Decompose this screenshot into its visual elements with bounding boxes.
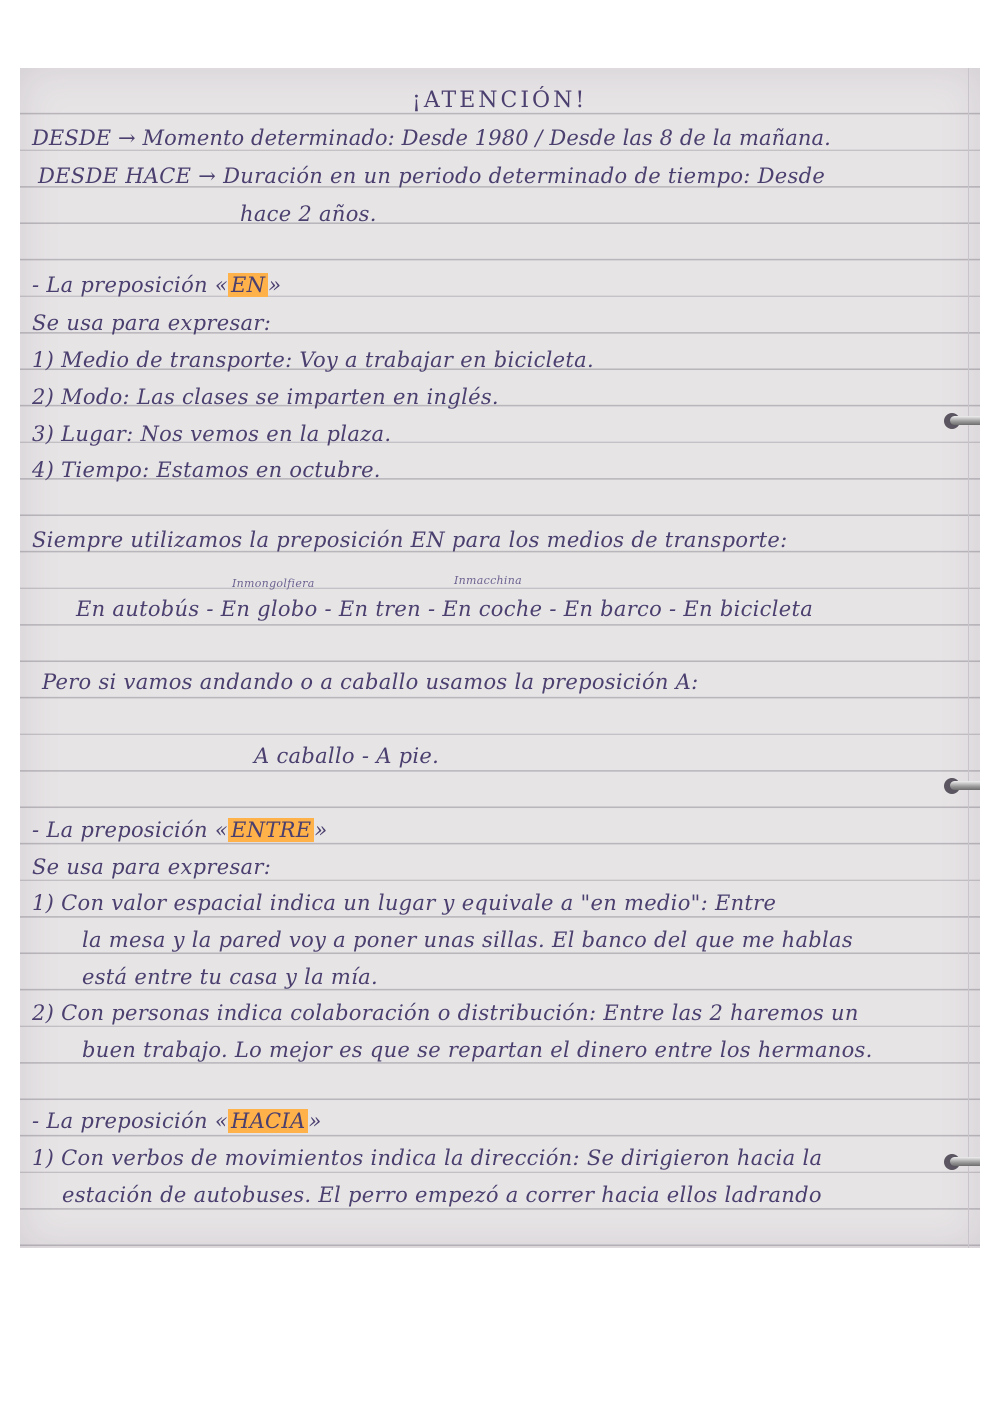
en-heading [32, 273, 281, 297]
notebook-page [20, 68, 980, 1248]
en-item-2: 2) Modo: Las clases se imparten en inglés. [32, 385, 499, 409]
desde-line-1: DESDE → Momento determinado: Desde 1980 / Desde las 8 de la mañana. [32, 126, 831, 150]
en-heading-prefix: - La preposición « [32, 273, 228, 297]
entre-intro: Se usa para expresar: [32, 855, 272, 879]
en-item-4: 4) Tiempo: Estamos en octubre. [32, 458, 381, 482]
en-item-3: 3) Lugar: Nos vemos en la plaza. [32, 422, 392, 446]
entre-item-1-line-3: está entre tu casa y la mía. [82, 965, 378, 989]
binder-ring-bottom [938, 1152, 980, 1174]
entre-item-1-line-2: la mesa y la pared voy a poner unas sillas. El banco del que me hablas [82, 928, 853, 952]
entre-item-2-line-2: buen trabajo. Lo mejor es que se repartan el dinero entre los hermanos. [82, 1038, 873, 1062]
hacia-heading-suffix: » [308, 1109, 322, 1133]
page-title: ¡ATENCIÓN! [412, 88, 588, 113]
entre-item-1-line-1: 1) Con valor espacial indica un lugar y equivale a "en medio": Entre [32, 891, 777, 915]
a-preposition-sentence: Pero si vamos andando o a caballo usamos la preposición A: [42, 670, 699, 694]
en-intro: Se usa para expresar: [32, 311, 272, 335]
hacia-item-1-line-2: estación de autobuses. El perro empezó a correr hacia ellos ladrando [62, 1183, 822, 1207]
a-examples: A caballo - A pie. [254, 744, 440, 768]
en-annotation-coche: Inmacchina [454, 574, 522, 587]
entre-heading [32, 818, 327, 842]
entre-heading-suffix: » [314, 818, 328, 842]
hacia-keyword-highlight: HACIA [228, 1109, 309, 1133]
en-heading-suffix: » [268, 273, 282, 297]
desde-hace-line-3: hace 2 años. [240, 202, 377, 226]
en-item-1: 1) Medio de transporte: Voy a trabajar en bicicleta. [32, 348, 594, 372]
hacia-heading [32, 1109, 322, 1133]
en-keyword-highlight: EN [228, 273, 268, 297]
entre-item-2-line-1: 2) Con personas indica colaboración o distribución: Entre las 2 haremos un [32, 1001, 859, 1025]
hacia-item-1-line-1: 1) Con verbos de movimientos indica la dirección: Se dirigieron hacia la [32, 1146, 823, 1170]
margin-line [968, 68, 969, 1248]
binder-ring-middle [938, 776, 980, 798]
en-annotation-globo: Inmongolfiera [232, 577, 315, 590]
entre-heading-prefix: - La preposición « [32, 818, 228, 842]
entre-keyword-highlight: ENTRE [228, 818, 314, 842]
en-always-sentence: Siempre utilizamos la preposición EN para los medios de transporte: [32, 528, 788, 552]
desde-hace-line-2: DESDE HACE → Duración en un periodo determinado de tiempo: Desde [38, 164, 826, 188]
hacia-heading-prefix: - La preposición « [32, 1109, 228, 1133]
binder-ring-top [938, 411, 980, 433]
en-transport-examples: En autobús - En globo - En tren - En coche - En barco - En bicicleta [76, 597, 814, 621]
